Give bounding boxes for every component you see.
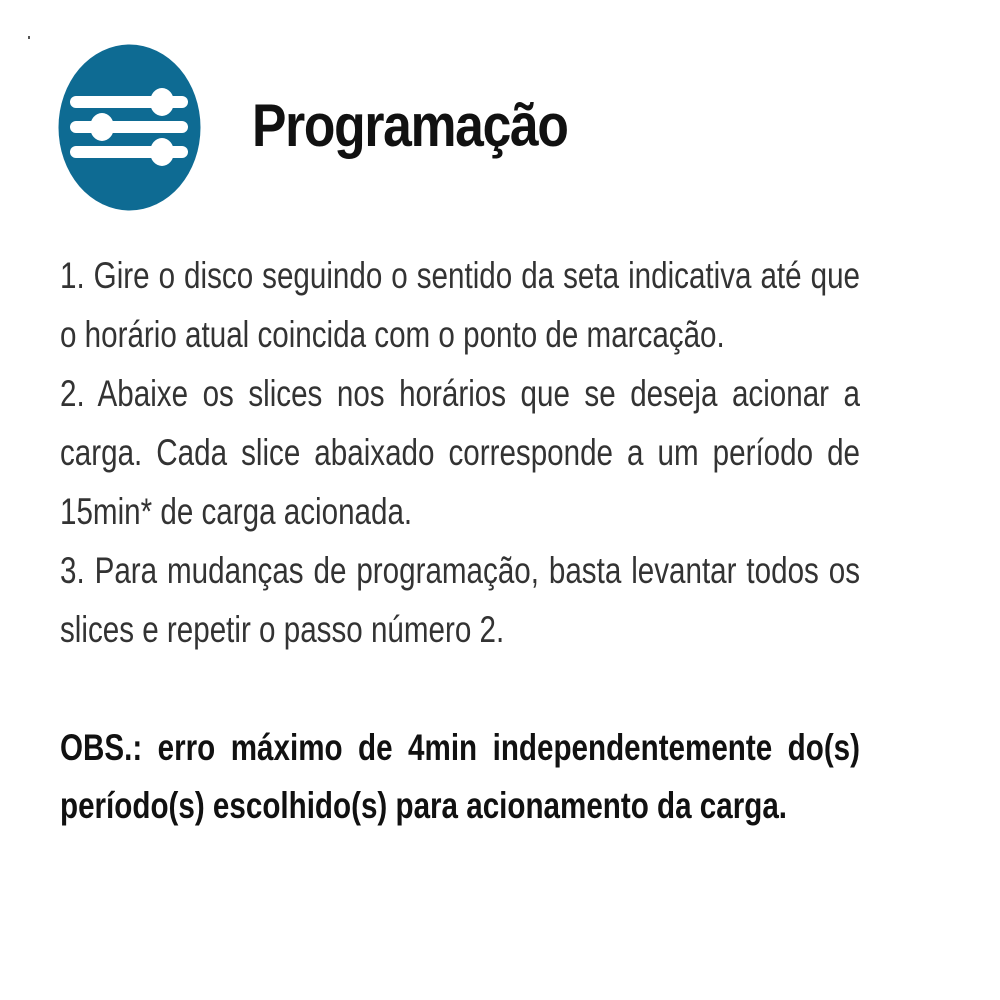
step-2: 2. Abaixe os slices nos horários que se deseja acionar a carga. Cada slice abaixado corresponde a um período de 15min* de carga acionada. xyxy=(60,373,860,532)
instructions xyxy=(60,246,860,835)
sliders-icon xyxy=(58,44,201,211)
step-3: 3. Para mudanças de programação, basta levantar todos os slices e repetir o passo número 2. xyxy=(60,550,860,650)
obs-note: OBS.: erro máximo de 4min independentemente do(s) período(s) escolhido(s) para acionamento da carga. xyxy=(60,727,860,826)
scan-speck xyxy=(28,36,30,39)
step-1: 1. Gire o disco seguindo o sentido da seta indicativa até que o horário atual coincida com o ponto de marcação. xyxy=(60,255,860,355)
page-title: Programação xyxy=(252,92,568,159)
spacer xyxy=(60,659,860,719)
